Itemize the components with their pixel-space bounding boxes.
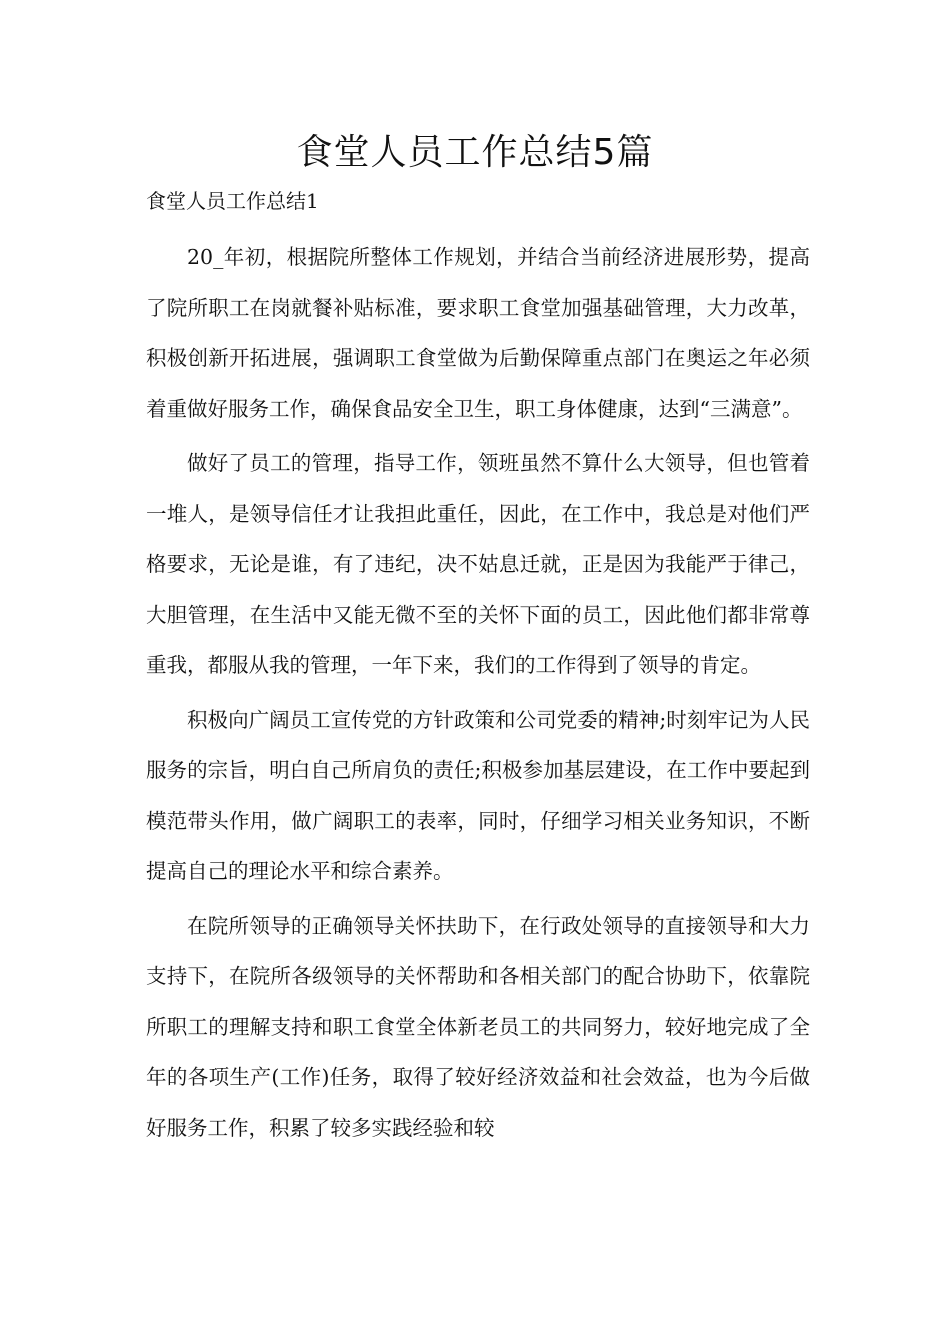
section-heading: 食堂人员工作总结1	[146, 189, 319, 213]
paragraph-2: 做好了员工的管理，指导工作，领班虽然不算什么大领导，但也管着一堆人，是领导信任才让我担此重任，因此，在工作中，我总是对他们严格要求，无论是谁，有了违纪，决不姑息迁就，正是因为我能严于律己，大胆管理，在生活中又能无微不至的关怀下面的员工，因此他们都非常尊重我，都服从我的管理，一年下来，我们的工作得到了领导的肯定。	[146, 451, 810, 677]
paragraph-3: 积极向广阔员工宣传党的方针政策和公司党委的精神;时刻牢记为人民服务的宗旨，明白自己所肩负的责任;积极参加基层建设，在工作中要起到模范带头作用，做广阔职工的表率，同时，仔细学习相关业务知识，不断提高自己的理论水平和综合素养。	[146, 707, 810, 883]
document-title: 食堂人员工作总结5篇	[296, 132, 654, 173]
paragraph-4: 在院所领导的正确领导关怀扶助下，在行政处领导的直接领导和大力支持下，在院所各级领导的关怀帮助和各相关部门的配合协助下，依靠院所职工的理解支持和职工食堂全体新老员工的共同努力，较好地完成了全年的各项生产(工作)任务，取得了较好经济效益和社会效益，也为今后做好服务工作，积累了较多实践经验和较	[146, 913, 810, 1140]
paragraph-1: 20_年初，根据院所整体工作规划，并结合当前经济进展形势，提高了院所职工在岗就餐补贴标准，要求职工食堂加强基础管理，大力改革，积极创新开拓进展，强调职工食堂做为后勤保障重点部门在奥运之年必须着重做好服务工作，确保食品安全卫生，职工身体健康，达到“三满意”。	[146, 245, 810, 421]
document-body	[146, 232, 810, 1157]
